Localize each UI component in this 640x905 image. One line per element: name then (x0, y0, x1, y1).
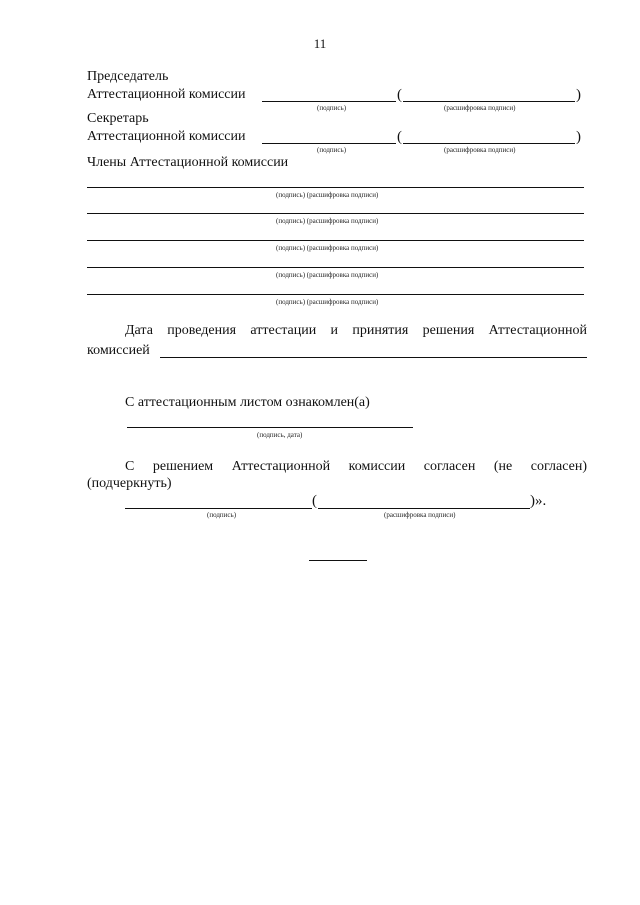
chair-decode-line (403, 101, 575, 102)
attestation-date-line1: Дата проведения аттестации и принятия решения Аттестационной (125, 323, 587, 338)
decision-decode-line (318, 508, 530, 509)
member-line (87, 294, 584, 295)
secretary-sign-caption: (подпись) (317, 146, 347, 154)
member-line (87, 267, 584, 268)
decision-open-paren: ( (312, 493, 317, 509)
secretary-close-paren: ) (576, 129, 581, 145)
member-line (87, 187, 584, 188)
member-caption: (подпись) (расшифровка подписи) (276, 191, 379, 199)
chair-decode-caption: (расшифровка подписи) (444, 104, 516, 112)
chair-sign-caption: (подпись) (317, 104, 347, 112)
chair-signature-line (262, 101, 396, 102)
decision-signature-line (125, 508, 312, 509)
secretary-title-line2: Аттестационной комиссии (87, 129, 246, 144)
secretary-open-paren: ( (397, 129, 402, 145)
decision-line2: (подчеркнуть) (87, 476, 172, 491)
chair-title-line1: Председатель (87, 69, 169, 84)
secretary-title-line1: Секретарь (87, 111, 149, 126)
acquainted-text: С аттестационным листом ознакомлен(а) (125, 395, 370, 410)
attestation-date-line2: комиссией (87, 343, 150, 358)
members-title: Члены Аттестационной комиссии (87, 155, 289, 170)
chair-title-line2: Аттестационной комиссии (87, 87, 246, 102)
decision-sign-caption: (подпись) (207, 511, 237, 519)
page-number: 11 (313, 36, 327, 51)
member-line (87, 213, 584, 214)
secretary-decode-line (403, 143, 575, 144)
secretary-decode-caption: (расшифровка подписи) (444, 146, 516, 154)
attestation-date-line (160, 357, 587, 358)
acquainted-signature-line (127, 427, 413, 428)
acquainted-caption: (подпись, дата) (257, 431, 303, 439)
member-caption: (подпись) (расшифровка подписи) (276, 217, 379, 225)
end-separator (309, 560, 367, 561)
decision-decode-caption: (расшифровка подписи) (384, 511, 456, 519)
chair-open-paren: ( (397, 87, 402, 103)
chair-close-paren: ) (576, 87, 581, 103)
member-caption: (подпись) (расшифровка подписи) (276, 271, 379, 279)
member-caption: (подпись) (расшифровка подписи) (276, 244, 379, 252)
decision-closing: )». (530, 493, 547, 509)
decision-line1: С решением Аттестационной комиссии согласен (не согласен) (125, 459, 587, 474)
member-caption: (подпись) (расшифровка подписи) (276, 298, 379, 306)
member-line (87, 240, 584, 241)
secretary-signature-line (262, 143, 396, 144)
